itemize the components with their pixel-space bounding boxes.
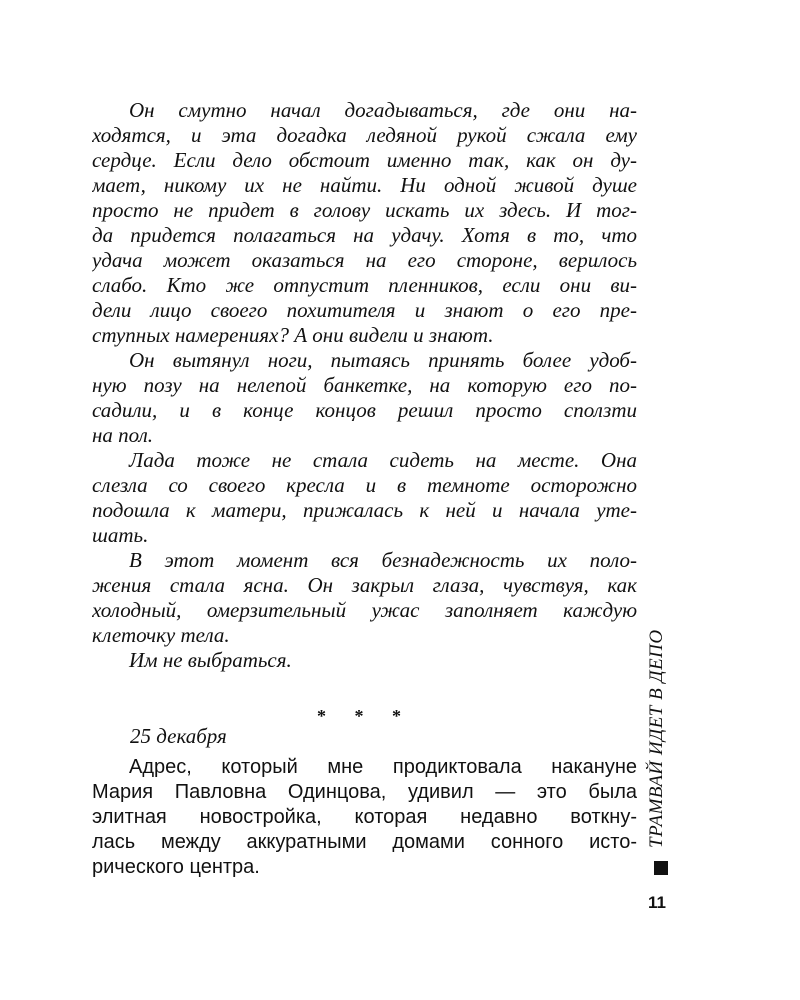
text-line: Он смутно начал догадываться, где они на-: [129, 98, 637, 122]
text-line: на пол.: [92, 423, 154, 447]
text-line: жения стала ясна. Он закрыл глаза, чувствуя, как: [92, 573, 637, 597]
section-marker-square: [654, 861, 668, 875]
text-line: садили, и в конце концов решил просто сползти: [92, 398, 637, 422]
text-line: шать.: [92, 523, 149, 547]
text-line: Лада тоже не стала сидеть на месте. Она: [129, 448, 637, 472]
text-line: ную позу на нелепой банкетке, на которую его по-: [92, 373, 637, 397]
text-line: мает, никому их не найти. Ни одной живой душе: [92, 173, 637, 197]
text-line: клеточку тела.: [92, 623, 230, 647]
text-line: Им не выбраться.: [129, 648, 292, 672]
text-line: просто не придет в голову искать их здесь. И тог-: [92, 198, 637, 222]
roman-text-block: [92, 755, 637, 880]
text-line: ступных намерениях? А они видели и знают.: [92, 323, 494, 347]
text-line: рического центра.: [92, 856, 260, 878]
text-line: дели лицо своего похитителя и знают о его пре-: [92, 298, 637, 322]
text-line: В этот момент вся безнадежность их поло-: [129, 548, 637, 572]
page-number: 11: [648, 893, 666, 912]
text-line: холодный, омерзительный ужас заполняет каждую: [92, 598, 637, 622]
text-line: слезла со своего кресла и в темноте осторожно: [92, 473, 637, 497]
text-line: лась между аккуратными домами сонного исто-: [92, 831, 637, 853]
text-line: сердце. Если дело обстоит именно так, как он ду-: [92, 148, 637, 172]
text-line: ходятся, и эта догадка ледяной рукой сжала ему: [92, 123, 637, 147]
text-line: элитная новостройка, которая недавно воткну-: [92, 806, 637, 828]
text-line: подошла к матери, прижалась к ней и начала уте-: [92, 498, 637, 522]
section-separator: * * *: [317, 706, 413, 726]
running-title: ТРАМВАЙ ИДЕТ В ДЕПО: [646, 629, 667, 848]
text-line: Он вытянул ноги, пытаясь принять более удоб-: [129, 348, 637, 372]
italic-text-block: [92, 98, 637, 673]
text-line: да придется полагаться на удачу. Хотя в то, что: [92, 223, 637, 247]
text-line: Мария Павловна Одинцова, удивил — это была: [92, 781, 637, 803]
date-heading: 25 декабря: [130, 724, 227, 748]
text-line: Адрес, который мне продиктовала накануне: [129, 756, 637, 778]
text-line: слабо. Кто же отпустит пленников, если они ви-: [92, 273, 637, 297]
text-line: удача может оказаться на его стороне, верилось: [92, 248, 637, 272]
